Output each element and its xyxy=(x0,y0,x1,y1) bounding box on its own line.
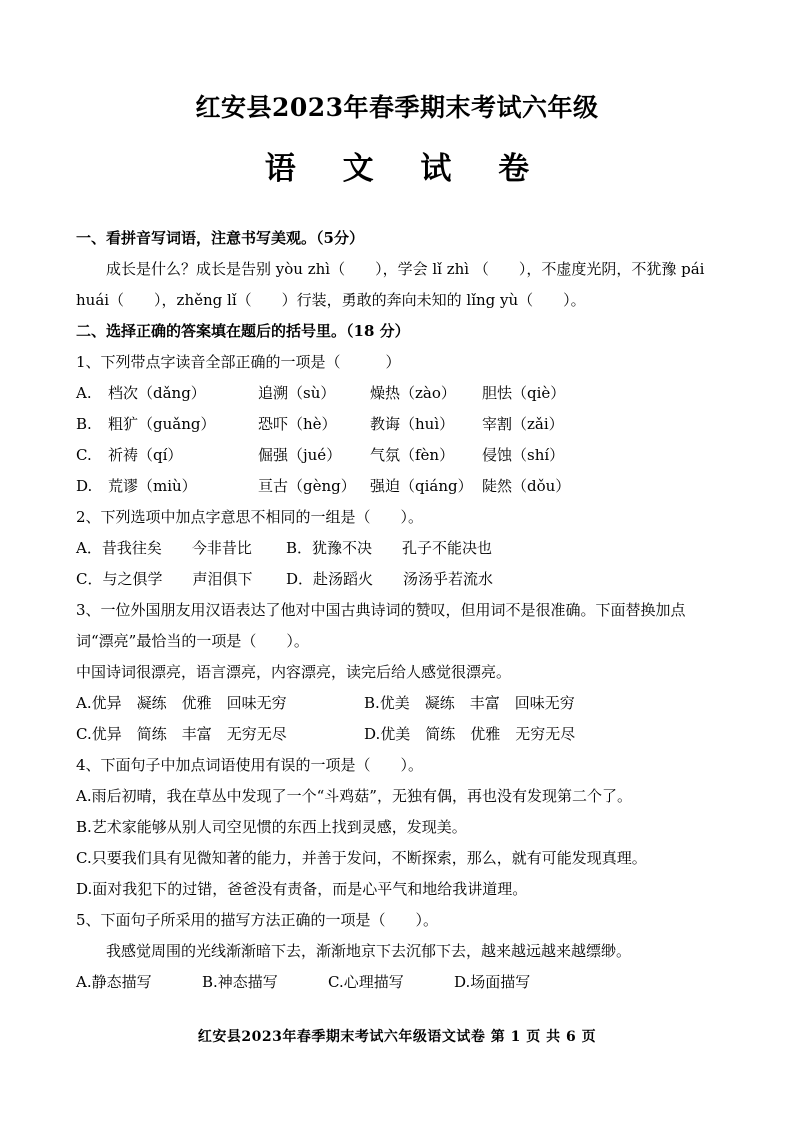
option-item: 荒谬（miù） xyxy=(108,477,197,495)
question-4-stem: 4、下面句子中加点词语使用有误的一项是（ ）。 xyxy=(76,756,424,774)
subject-title: 语 文 试 卷 xyxy=(264,151,548,187)
option-item: 追溯（sù） xyxy=(258,384,336,402)
option-pair: B.优美 凝练 丰富 回味无穷 xyxy=(364,694,575,712)
option-item: 档次（dǎng） xyxy=(108,384,206,402)
option-label: D. xyxy=(76,477,93,495)
q3-options-ab xyxy=(76,688,726,719)
q2-options-cd xyxy=(76,564,726,595)
q4-option-d: D.面对我犯下的过错，爸爸没有责备，而是心平气和地给我讲道理。 xyxy=(76,880,528,898)
option-item: 宰割（zǎi） xyxy=(482,415,564,433)
question-3-stem-2: 词“漂亮”最恰当的一项是（ ）。 xyxy=(76,632,309,650)
option-pair: D．赴汤蹈火 汤汤乎若流水 xyxy=(286,570,494,588)
q1-option-d xyxy=(76,471,726,502)
pinyin-line-2: huái（ ），zhěng lǐ（ ）行装，勇敢的奔向未知的 lǐng yù（ ）。 xyxy=(76,291,586,309)
option-label: C. xyxy=(76,446,92,464)
exam-title: 红安县2023年春季期末考试六年级 xyxy=(195,93,599,122)
option-item: B.神态描写 xyxy=(202,973,278,991)
option-item: 教诲（huì） xyxy=(370,415,455,433)
q1-option-c xyxy=(76,440,726,471)
q1-option-b xyxy=(76,409,726,440)
q1-option-a xyxy=(76,378,726,409)
option-item: 强迫（qiáng） xyxy=(370,477,473,495)
option-item: 侵蚀（shí） xyxy=(482,446,565,464)
option-item: A.静态描写 xyxy=(76,973,152,991)
q2-options-ab xyxy=(76,533,726,564)
option-pair: C．与之俱学 声泪俱下 xyxy=(76,570,253,588)
option-label: B. xyxy=(76,415,92,433)
option-item: C.心理描写 xyxy=(328,973,404,991)
option-label: A. xyxy=(76,384,92,402)
question-2-stem: 2、下列选项中加点字意思不相同的一组是（ ）。 xyxy=(76,508,424,526)
exam-content xyxy=(76,223,726,998)
q4-option-a: A.雨后初晴，我在草丛中发现了一个“斗鸡菇”，无独有偶，再也没有发现第二个了。 xyxy=(76,787,632,805)
question-3-sentence: 中国诗词很漂亮，语言漂亮，内容漂亮，读完后给人感觉很漂亮。 xyxy=(76,663,512,681)
option-item: 粗犷（guǎng） xyxy=(108,415,216,433)
question-3-stem-1: 3、一位外国朋友用汉语表达了他对中国古典诗词的赞叹，但用词不是很准确。下面替换加点 xyxy=(76,601,686,619)
option-item: 燥热（zào） xyxy=(370,384,456,402)
option-item: 恐吓（hè） xyxy=(258,415,337,433)
q3-options-cd xyxy=(76,719,726,750)
option-item: D.场面描写 xyxy=(454,973,531,991)
option-pair: A．昔我往矣 今非昔比 xyxy=(76,539,252,557)
page-footer: 红安县2023年春季期末考试六年级语文试卷 第 1 页 共 6 页 xyxy=(197,1029,597,1045)
question-1-stem: 1、下列带点字读音全部正确的一项是（ ） xyxy=(76,353,401,371)
q4-option-c: C.只要我们具有见微知著的能力，并善于发问，不断探索，那么，就有可能发现真理。 xyxy=(76,849,647,867)
option-pair: A.优异 凝练 优雅 回味无穷 xyxy=(76,694,287,712)
option-pair: B．犹豫不决 孔子不能决也 xyxy=(286,539,493,557)
q5-options xyxy=(76,967,726,998)
section-2-heading: 二、选择正确的答案填在题后的括号里。（18 分） xyxy=(76,322,410,340)
option-item: 祈祷（qí） xyxy=(108,446,183,464)
option-item: 陡然（dǒu） xyxy=(482,477,571,495)
option-item: 气氛（fèn） xyxy=(370,446,455,464)
question-5-stem: 5、下面句子所采用的描写方法正确的一项是（ ）。 xyxy=(76,911,439,929)
option-item: 倔强（jué） xyxy=(258,446,342,464)
option-item: 亘古（gèng） xyxy=(258,477,356,495)
section-1-heading: 一、看拼音写词语，注意书写美观。（5分） xyxy=(76,229,364,247)
option-pair: D.优美 简练 优雅 无穷无尽 xyxy=(364,725,576,743)
pinyin-line-1: 成长是什么？成长是告别 yòu zhì（ ），学会 lǐ zhì （ ），不虚度光阴，不犹豫 pái xyxy=(106,260,705,278)
option-pair: C.优异 简练 丰富 无穷无尽 xyxy=(76,725,287,743)
option-item: 胆怯（qiè） xyxy=(482,384,566,402)
q4-option-b: B.艺术家能够从别人司空见惯的东西上找到灵感，发现美。 xyxy=(76,818,467,836)
question-5-sentence: 我感觉周围的光线渐渐暗下去，渐渐地京下去沉郁下去，越来越远越来越缥缈。 xyxy=(106,942,632,960)
